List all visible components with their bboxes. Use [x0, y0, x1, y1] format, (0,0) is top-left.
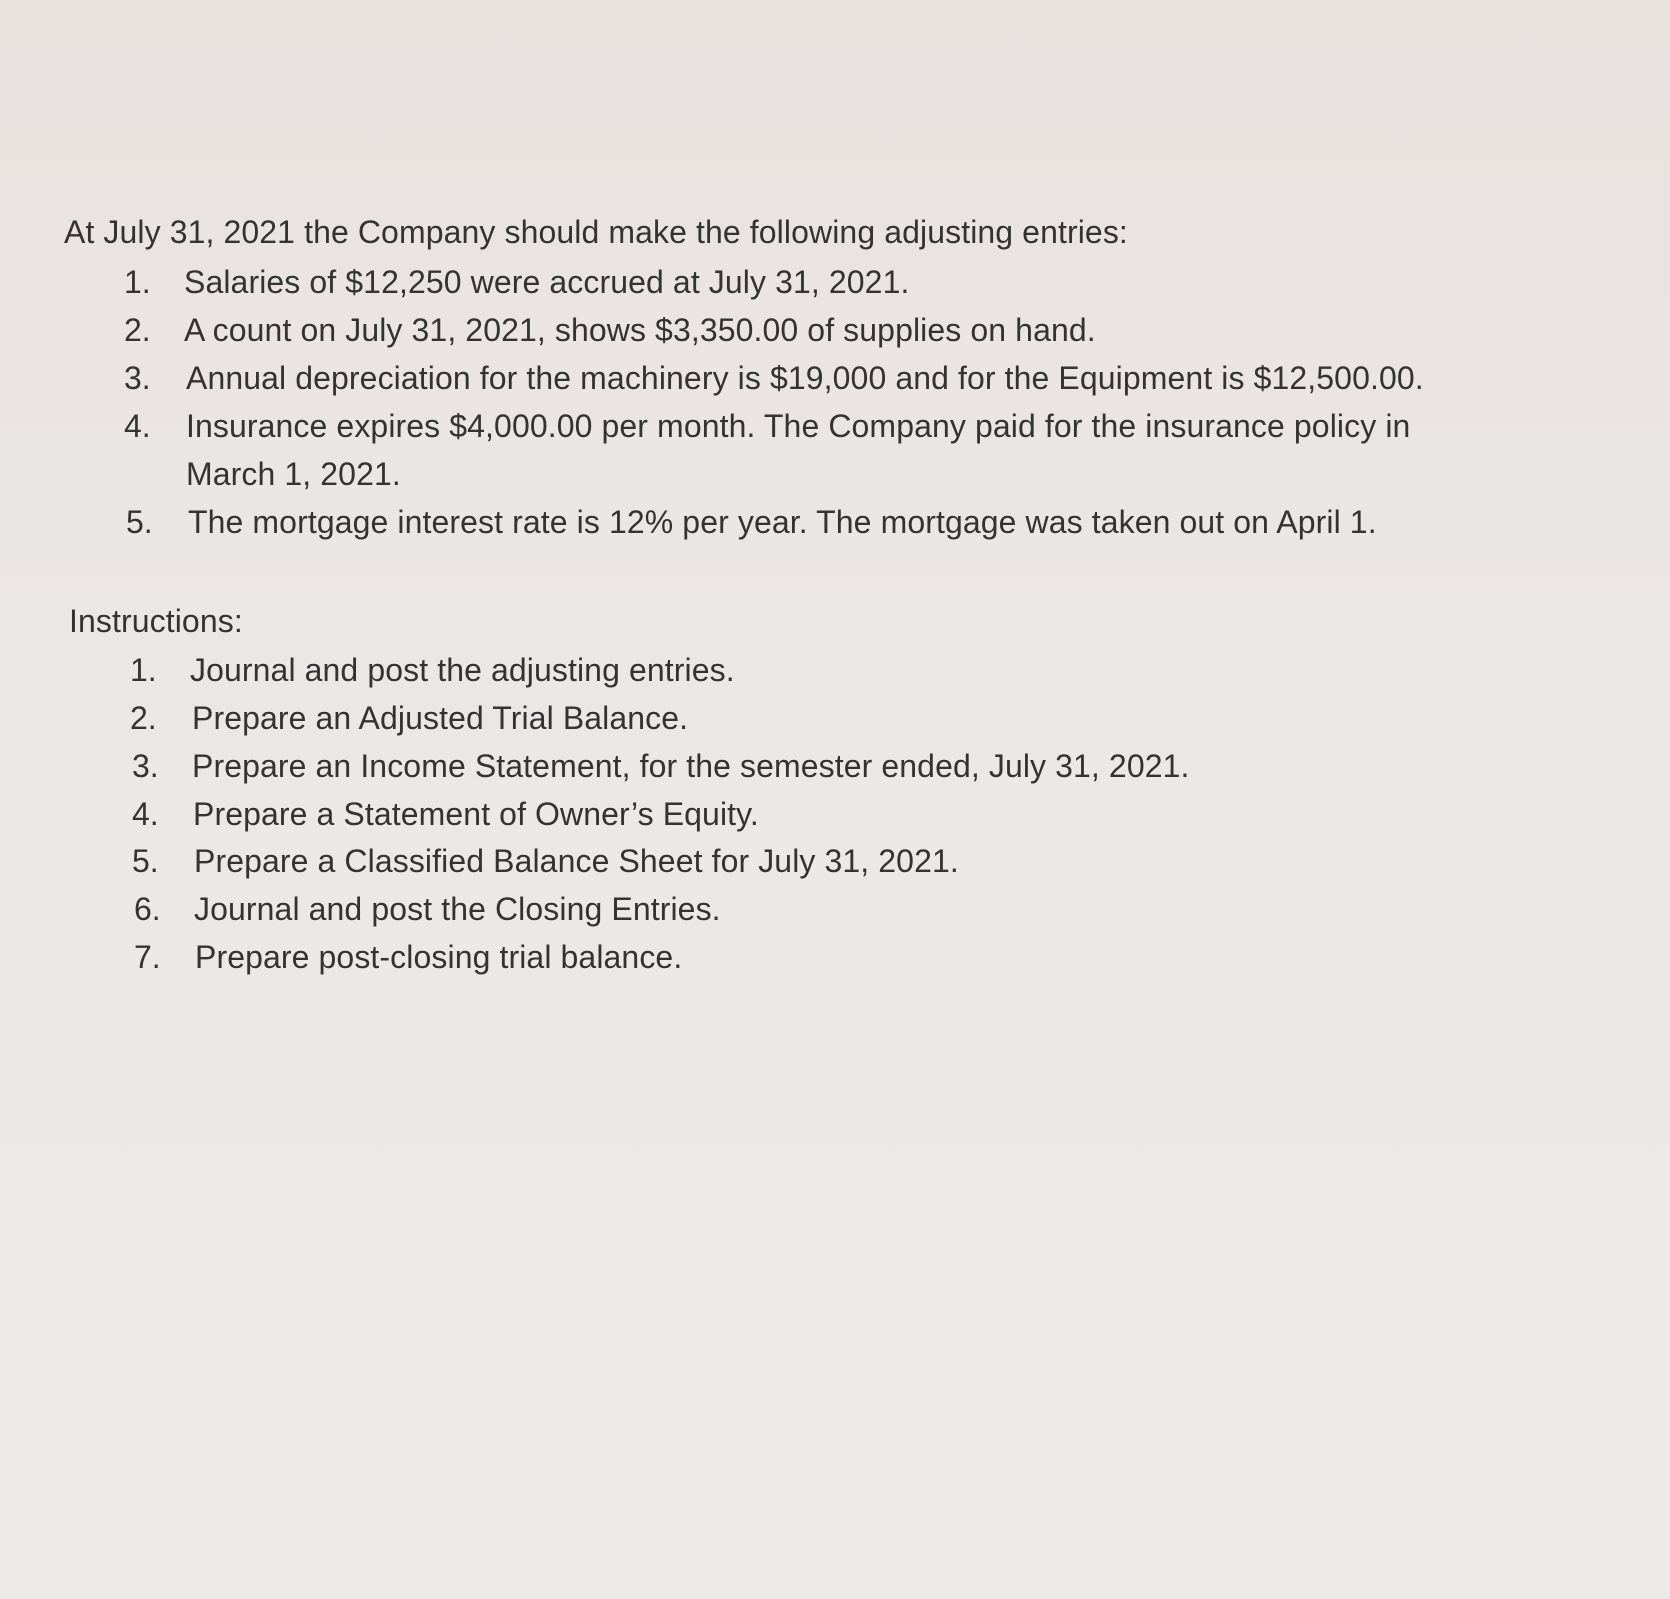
list-item: Prepare a Classified Balance Sheet for July 31, 2021.: [194, 843, 959, 879]
list-item: Prepare an Adjusted Trial Balance.: [192, 700, 689, 736]
list-number: 1.: [130, 652, 157, 688]
list-number: 2.: [124, 312, 151, 348]
list-number: 6.: [134, 891, 161, 927]
list-item: Prepare an Income Statement, for the semester ended, July 31, 2021.: [192, 748, 1190, 784]
list-item: Journal and post the Closing Entries.: [194, 891, 721, 927]
list-number: 1.: [124, 264, 151, 300]
list-item: A count on July 31, 2021, shows $3,350.00 of supplies on hand.: [184, 312, 1096, 348]
list-item: Prepare a Statement of Owner’s Equity.: [193, 796, 759, 832]
list-number: 4.: [124, 408, 151, 444]
list-number: 5.: [132, 843, 159, 879]
list-item: Insurance expires $4,000.00 per month. The Company paid for the insurance policy in: [186, 408, 1411, 444]
intro-heading: At July 31, 2021 the Company should make the following adjusting entries:: [64, 214, 1128, 250]
list-number: 4.: [132, 796, 159, 832]
list-number: 7.: [134, 939, 161, 975]
list-number: 5.: [126, 504, 153, 540]
list-item: Annual depreciation for the machinery is $19,000 and for the Equipment is $12,500.00.: [186, 360, 1424, 396]
list-item: Prepare post-closing trial balance.: [195, 939, 683, 975]
list-number: 2.: [130, 700, 157, 736]
list-item: Salaries of $12,250 were accrued at July 31, 2021.: [184, 264, 910, 300]
instructions-heading: Instructions:: [69, 603, 243, 639]
list-item: Journal and post the adjusting entries.: [190, 652, 735, 688]
list-item: The mortgage interest rate is 12% per year. The mortgage was taken out on April 1.: [188, 504, 1377, 540]
list-item-continuation: March 1, 2021.: [186, 456, 401, 492]
list-number: 3.: [124, 360, 151, 396]
list-number: 3.: [132, 748, 159, 784]
